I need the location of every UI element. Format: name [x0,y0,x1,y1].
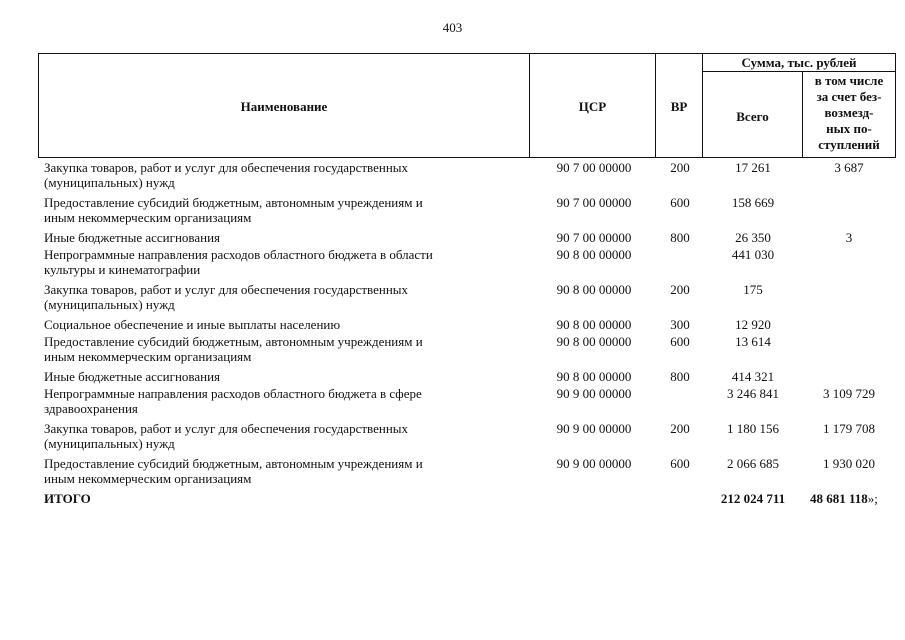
row-name-line: Непрограммные направления расходов областного бюджета в области [44,247,433,262]
row-name-line: культуры и кинематографии [44,262,201,277]
header-grants-line: ных по- [826,121,872,136]
row-name [44,195,514,225]
row-name [44,386,514,416]
row-total: 12 920 [735,317,771,332]
row-name [44,456,514,486]
row-name [44,317,514,332]
row-name [44,247,514,277]
row-total: 26 350 [735,230,771,245]
row-name-line: Предоставление субсидий бюджетным, автономным учреждениям и [44,195,423,210]
row-name-line: иным некоммерческим организациям [44,210,252,225]
row-name-line: Иные бюджетные ассигнования [44,230,221,245]
row-name [44,230,514,245]
total-sum: 212 024 711 [720,491,786,506]
row-name-line: иным некоммерческим организациям [44,349,252,364]
row-csr: 90 9 00 00000 [556,456,632,471]
row-name-line: Социальное обеспечение и иные выплаты населению [44,317,341,332]
total-label: ИТОГО [44,491,91,506]
row-name [44,282,514,312]
row-name-line: (муниципальных) нужд [44,297,175,312]
row-total: 3 246 841 [727,386,779,401]
row-total: 17 261 [735,160,771,175]
row-name-line: (муниципальных) нужд [44,175,175,190]
row-name-line: Предоставление субсидий бюджетным, автономным учреждениям и [44,456,423,471]
row-name-line: иным некоммерческим организациям [44,471,252,486]
row-name-line: Предоставление субсидий бюджетным, автономным учреждениям и [44,334,423,349]
row-vr: 300 [670,317,690,332]
header-name: Наименование [240,99,328,114]
total-grants [810,491,905,506]
row-vr: 200 [670,421,690,436]
row-vr: 200 [670,282,690,297]
row-grants: 3 109 729 [823,386,875,401]
row-name [44,334,514,364]
header-grants-line: за счет без- [816,89,882,104]
header-grants-line: возмезд- [824,105,874,120]
row-total: 414 321 [731,369,775,384]
row-csr: 90 8 00 00000 [556,247,632,262]
row-total: 441 030 [731,247,775,262]
row-total: 175 [743,282,763,297]
row-grants: 1 930 020 [823,456,875,471]
header-vr: ВР [670,99,688,114]
row-csr: 90 8 00 00000 [556,282,632,297]
row-csr: 90 7 00 00000 [556,230,632,245]
row-grants: 3 [845,230,853,245]
page-number: 403 [442,20,463,35]
row-vr: 600 [670,334,690,349]
row-vr: 200 [670,160,690,175]
row-vr: 800 [670,369,690,384]
table-header [38,53,896,158]
row-name-line: (муниципальных) нужд [44,436,175,451]
header-grants-line: в том числе [814,73,884,88]
row-csr: 90 8 00 00000 [556,369,632,384]
row-total: 1 180 156 [727,421,779,436]
row-name-line: Непрограммные направления расходов областного бюджета в сфере [44,386,422,401]
header-csr: ЦСР [578,99,607,114]
row-name [44,160,514,190]
row-csr: 90 7 00 00000 [556,160,632,175]
row-name-line: Закупка товаров, работ и услуг для обеспечения государственных [44,160,409,175]
row-vr: 600 [670,456,690,471]
row-total: 13 614 [735,334,771,349]
row-name [44,421,514,451]
row-vr: 800 [670,230,690,245]
row-name [44,369,514,384]
row-csr: 90 8 00 00000 [556,334,632,349]
row-csr: 90 7 00 00000 [556,195,632,210]
header-sum-group: Сумма, тыс. рублей [741,55,857,70]
header-grants [803,73,895,153]
row-grants: 3 687 [834,160,864,175]
header-grants-line: ступлений [818,137,880,152]
row-name-line: Закупка товаров, работ и услуг для обеспечения государственных [44,282,409,297]
row-total: 158 669 [731,195,775,210]
row-name-line: Закупка товаров, работ и услуг для обеспечения государственных [44,421,409,436]
row-csr: 90 9 00 00000 [556,421,632,436]
total-grants-suffix: »; [867,491,878,506]
row-vr: 600 [670,195,690,210]
row-name-line: Иные бюджетные ассигнования [44,369,221,384]
total-grants-value: 48 681 118 [810,491,868,506]
header-total: Всего [736,109,769,124]
row-grants: 1 179 708 [823,421,875,436]
row-total: 2 066 685 [727,456,779,471]
row-csr: 90 8 00 00000 [556,317,632,332]
row-name-line: здравоохранения [44,401,138,416]
row-csr: 90 9 00 00000 [556,386,632,401]
